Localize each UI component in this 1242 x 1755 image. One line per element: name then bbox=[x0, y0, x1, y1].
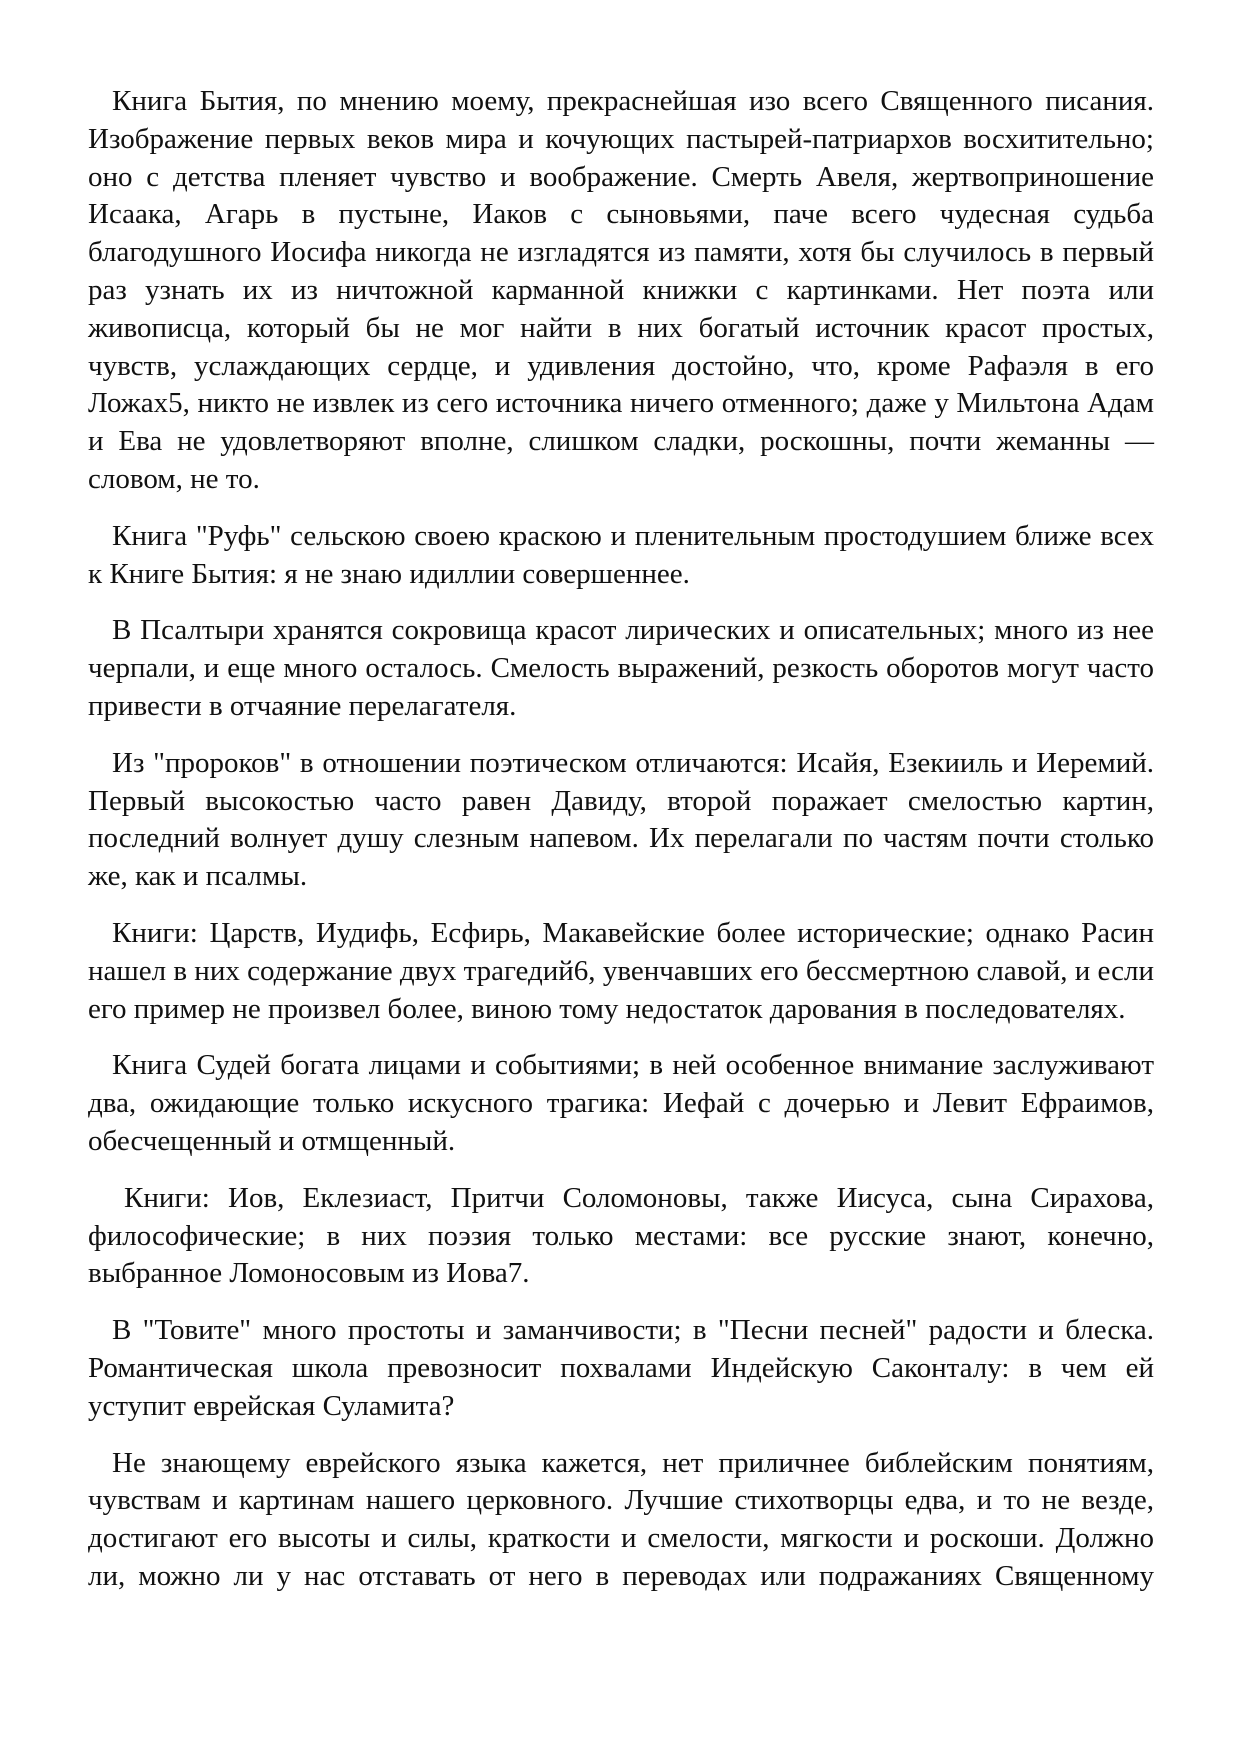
paragraph-psalter: В Псалтыри хранятся сокровища красот лирических и описательных; много из нее черпали, и еще много осталось. Смелость выражений, резкость оборотов могут часто привести в отчаяние перелагателя. bbox=[88, 614, 1154, 722]
paragraph-church-language: Не знающему еврейского языка кажется, нет приличнее библейским понятиям, чувствам и картинам нашего церковного. Лучшие стихотворцы едва, и то не везде, достигают его высоты и силы, краткости и смелости, мягкости и роскоши. Должно ли, можно ли у нас отставать от него в переводах или подражаниях Священному bbox=[88, 1446, 1154, 1592]
paragraph-job: Книги: Иов, Еклезиаст, Притчи Соломоновы, также Иисуса, сына Сирахова, философические; в них поэзия только местами: все русские знают, конечно, выбранное Ломоносовым из Иова7. bbox=[88, 1181, 1154, 1290]
paragraph-tobit: В "Товите" много простоты и заманчивости; в "Песни песней" радости и блеска. Романтическая школа превозносит похвалами Индейскую Саконталу: в чем ей уступит еврейская Суламита? bbox=[88, 1314, 1154, 1422]
paragraph-prophets: Из "пророков" в отношении поэтическом отличаются: Исайя, Езекииль и Иеремий. Первый высокостью часто равен Давиду, второй поражает смелостью картин, последний волнует душу слезным напевом. Их перелагали по частям почти столько же, как и псалмы. bbox=[88, 746, 1154, 893]
paragraph-genesis: Книга Бытия, по мнению моему, прекраснейшая изо всего Священного писания. Изображение первых веков мира и кочующих пастырей-патриархов восхитительно; оно с детства пленяет чувство и воображение. Смерть Авеля, жертвоприношение Исаака, Агарь в пустыне, Иаков с сыновьями, паче всего чудесная судьба благодушного Иосифа никогда не изгладятся из памяти, хотя бы случилось в первый раз узнать их из ничтожной карманной книжки с картинками. Нет поэта или живописца, который бы не мог найти в них богатый источник красот простых, чувств, услаждающих сердце, и удивления достойно, что, кроме Рафаэля в его Ложах5, никто не извлек из сего источника ничего отменного; даже у Мильтона Адам и Ева не удовлетворяют вполне, слишком сладки, роскошны, почти жеманны — словом, не то. bbox=[88, 85, 1154, 495]
paragraph-ruth: Книга "Руфь" сельскою своею краскою и пленительным простодушием ближе всех к Книге Бытия: я не знаю идиллии совершеннее. bbox=[88, 519, 1154, 590]
document-page bbox=[88, 83, 1154, 1596]
paragraph-kings: Книги: Царств, Иудифь, Есфирь, Макавейские более исторические; однако Расин нашел в них содержание двух трагедий6, увенчавших его бессмертною славой, и если его пример не произвел более, виною тому недостаток дарования в последователях. bbox=[88, 916, 1154, 1025]
paragraph-judges: Книга Судей богата лицами и событиями; в ней особенное внимание заслуживают два, ожидающие только искусного трагика: Иефай с дочерью и Левит Ефраимов, обесчещенный и отмщенный. bbox=[88, 1049, 1154, 1157]
